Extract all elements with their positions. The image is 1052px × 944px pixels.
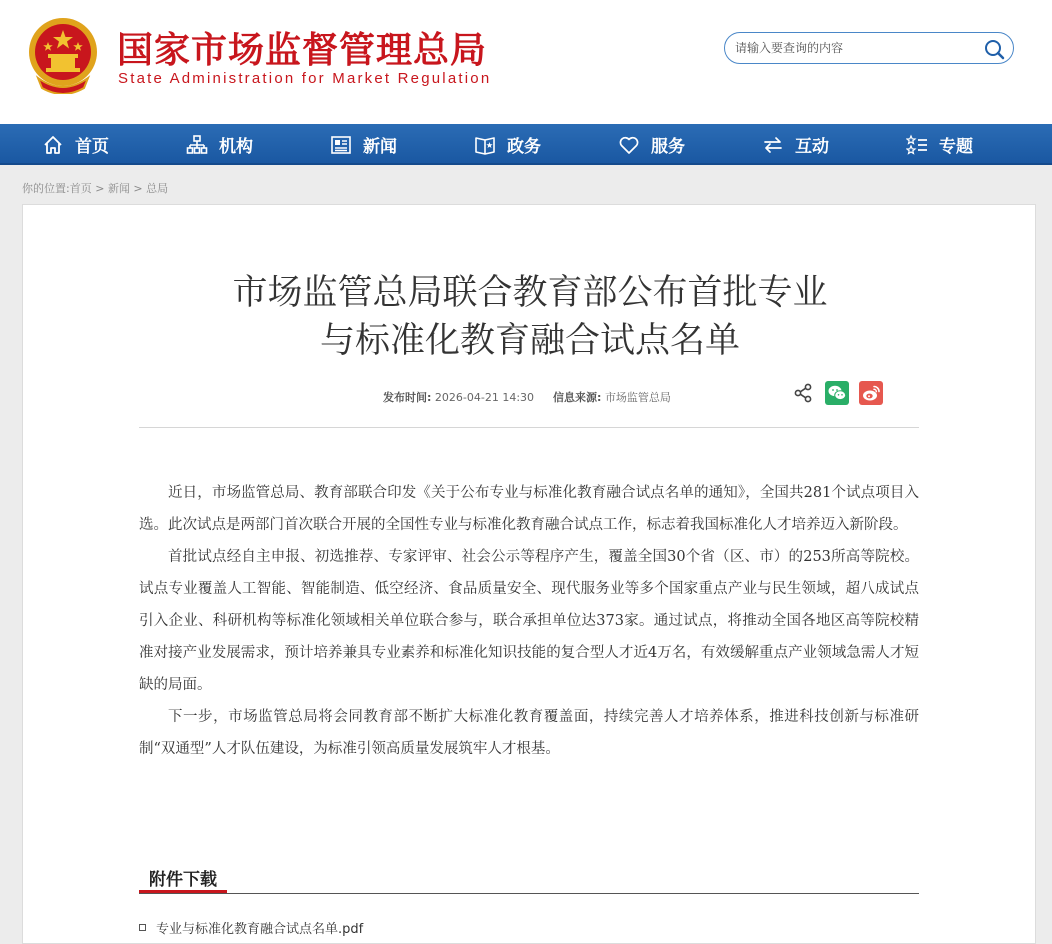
article-paragraph: 下一步，市场监管总局将会同教育部不断扩大标准化教育覆盖面，持续完善人才培养体系，推进科技创新与标准研制“双通型”人才队伍建设，为标准引领高质量发展筑牢人才根基。 xyxy=(139,709,919,757)
breadcrumb-separator: > xyxy=(129,182,147,195)
breadcrumb-prefix: 你的位置: xyxy=(22,182,70,195)
nav-item-interaction[interactable] xyxy=(762,124,829,165)
search-input[interactable] xyxy=(735,39,975,57)
breadcrumb-item-headquarters[interactable]: 总局 xyxy=(146,182,169,195)
heart-icon xyxy=(618,134,640,156)
article-paragraph: 首批试点经自主申报、初选推荐、专家评审、社会公示等程序产生，覆盖全国30个省（区、市）的253所高等院校。试点专业覆盖人工智能、智能制造、低空经济、食品质量安全、现代服务业等多个国家重点产业与民生领域，超八成试点引入企业、科研机构等标准化领域相关单位联合参与，联合承担单位达373家。通过试点，将推动全国各地区高等院校精准对接产业发展需求，预计培养兼具专业素养和标准化知识技能的复合型人才近4万名，有效缓解重点产业领域急需人才短缺的局面。 xyxy=(139,549,919,693)
nav-label: 互动 xyxy=(795,137,829,157)
breadcrumb xyxy=(22,180,168,196)
article-paragraph: 近日，市场监管总局、教育部联合印发《关于公布专业与标准化教育融合试点名单的通知》，全国共281个试点项目入选。此次试点是两部门首次联合开展的全国性专业与标准化教育融合试点工作，标志着我国标准化人才培养迈入新阶段。 xyxy=(139,485,919,533)
share-icon[interactable] xyxy=(791,381,815,405)
article-meta xyxy=(383,389,671,405)
nav-item-home[interactable] xyxy=(42,124,109,165)
site-subtitle: State Administration for Market Regulation xyxy=(118,70,492,87)
share-bar xyxy=(791,381,893,405)
attachments-header xyxy=(139,865,919,894)
title-divider xyxy=(139,427,919,428)
national-emblem-icon[interactable] xyxy=(26,16,100,94)
nav-label: 首页 xyxy=(75,137,109,157)
nav-item-news[interactable] xyxy=(330,124,397,165)
source-label: 信息来源: xyxy=(553,391,602,404)
publish-time-label: 发布时间: xyxy=(383,391,432,404)
main-nav xyxy=(0,124,1052,165)
home-icon xyxy=(42,134,64,156)
nav-item-organization[interactable] xyxy=(186,124,253,165)
article-title-line: 与标准化教育融合试点名单 xyxy=(319,321,740,361)
nav-item-topics[interactable] xyxy=(906,124,973,165)
nav-item-service[interactable] xyxy=(618,124,685,165)
government-icon xyxy=(474,134,496,156)
breadcrumb-item-home[interactable]: 首页 xyxy=(69,182,92,195)
article-container xyxy=(22,204,1036,944)
breadcrumb-item-news[interactable]: 新闻 xyxy=(107,182,130,195)
article-title xyxy=(23,269,1037,365)
nav-label: 机构 xyxy=(219,137,253,157)
weibo-icon[interactable] xyxy=(859,381,883,405)
nav-label: 新闻 xyxy=(363,137,397,157)
search-icon[interactable] xyxy=(983,38,1005,60)
breadcrumb-separator: > xyxy=(91,182,108,195)
nav-label: 服务 xyxy=(651,137,685,157)
attachments-title: 附件下载 xyxy=(139,865,227,893)
attachment-filename: 专业与标准化教育融合试点名单.pdf xyxy=(156,922,364,937)
site-header xyxy=(0,0,1052,124)
site-title[interactable]: 国家市场监督管理总局 xyxy=(117,30,488,71)
wechat-icon[interactable] xyxy=(825,381,849,405)
source-value: 市场监管总局 xyxy=(604,391,671,404)
bullet-icon xyxy=(139,924,146,931)
nav-label: 政务 xyxy=(507,137,541,157)
article-body xyxy=(139,477,919,765)
search-box xyxy=(724,32,1014,64)
attachment-link[interactable] xyxy=(139,918,363,937)
exchange-icon xyxy=(762,134,784,156)
publish-time: 2026-04-21 14:30 xyxy=(434,391,535,404)
news-icon xyxy=(330,134,352,156)
article-title-line: 市场监管总局联合教育部公布首批专业 xyxy=(232,273,828,313)
org-icon xyxy=(186,134,208,156)
nav-label: 专题 xyxy=(939,137,973,157)
topic-icon xyxy=(906,134,928,156)
nav-item-government[interactable] xyxy=(474,124,541,165)
